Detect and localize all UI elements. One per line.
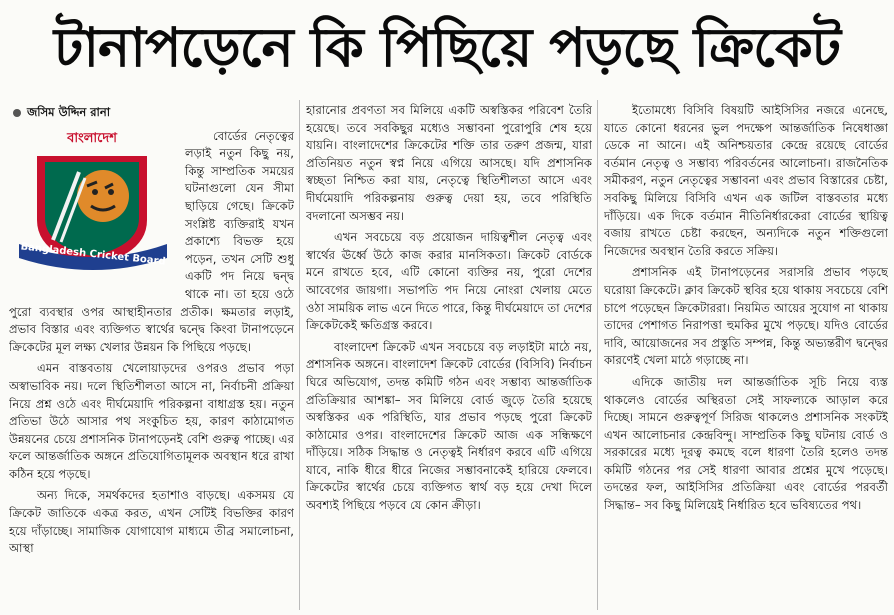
byline-author: জসিম উদ্দিন রানা — [27, 105, 111, 119]
byline — [13, 104, 294, 122]
paragraph: অন্য দিকে, সমর্থকদের হতাশাও বাড়ছে। একসময় যে ক্রিকেট জাতিকে একত্র করত, এখন সেটিই বিভক্তির কারণ হয়ে দাঁড়াচ্ছে। সামাজিক যোগাযোগ মাধ্যমে তীব্র সমালোচনা, আস্থা — [9, 488, 294, 556]
column-rule — [597, 100, 598, 610]
logo-ribbon-text: Bangladesh Cricket Board — [20, 241, 167, 268]
paragraph: এদিকে জাতীয় দল আন্তর্জাতিক সূচি নিয়ে ব্যস্ত থাকলেও বোর্ডের অস্থিরতা সেই সাফল্যকে আড়াল করে দিচ্ছে। সামনে গুরুত্বপূর্ণ সিরিজ থাকলেও প্রশাসনিক সংকটই এখন আলোচনার কেন্দ্রবিন্দু। সাম্প্রতিক কিছু ঘটনায় বোর্ড ও সরকারের মধ্যে দূরত্ব কমছে বলে ধারণা তৈরি হলেও তদন্ত কমিটি গঠনের পর সেই ধারণা আবার প্রশ্নের মুখে পড়েছে। তদন্তের ফল, আইসিসির প্রতিক্রিয়া এবং বোর্ডের পরবর্তী সিদ্ধান্ত– সব কিছু মিলিয়েই নির্ধারিত হবে ভবিষ্যতের পথ। — [604, 374, 888, 513]
headline: টানাপড়েনে কি পিছিয়ে পড়ছে ক্রিকেট — [53, 16, 841, 79]
article-column-1 — [9, 102, 294, 612]
paragraph: বাংলাদেশ ক্রিকেট এখন সবচেয়ে বড় লড়াইটা মাঠে নয়, প্রশাসনিক অঙ্গনে। বাংলাদেশ ক্রিকেট বোর্ডের (বিসিবি) নির্বাচন ঘিরে অভিযোগ, তদন্ত কমিটি গঠন এবং সম্ভাব্য আন্তর্জাতিক প্রতিক্রিয়ার আশঙ্কা– সব মিলিয়ে বোর্ড জুড়ে তৈরি হয়েছে অস্বস্তিকর এক পরিস্থিতি, যার প্রভাব পড়ছে পুরো ক্রিকেট কাঠামোর ওপর। বাংলাদেশের ক্রিকেট আজ এক সন্ধিক্ষণে দাঁড়িয়ে। সঠিক সিদ্ধান্ত ও নেতৃত্বই নির্ধারণ করবে এটি এগিয়ে যাবে, নাকি ধীরে ধীরে নিজের সম্ভাবনাকেই হারিয়ে ফেলবে। ক্রিকেটের স্বার্থের চেয়ে ব্যক্তিগত স্বার্থ বড় হয়ে দেখা দিলে অবশ্যই পিছিয়ে পড়বে যে কোন ক্রীড়া। — [306, 339, 592, 513]
paragraph: এখন সবচেয়ে বড় প্রয়োজন দায়িত্বশীল নেতৃত্ব এবং স্বার্থের ঊর্ধ্বে উঠে কাজ করার মানসিকতা। ক্রিকেট বোর্ডকে মনে রাখতে হবে, এটি কোনো ব্যক্তির নয়, পুরো দেশের আবেগের জায়গা। সভাপতি পদ নিয়ে নোংরা খেলায় মেতে ওঠা সাময়িক লাভ এনে দিতে পারে, কিন্তু দীর্ঘমেয়াদে তা দেশের ক্রিকেটকেই ক্ষতিগ্রস্ত করবে। — [306, 230, 592, 333]
article-column-3 — [604, 102, 888, 612]
bcb-logo — [9, 128, 177, 284]
paragraph: হারানোর প্রবণতা সব মিলিয়ে একটি অস্বস্তিকর পরিবেশ তৈরি হয়েছে। তবে সবকিছুর মধ্যেও সম্ভাবনা পুরোপুরি শেষ হয়ে যায়নি। বাংলাদেশের ক্রিকেটের শক্তি তার তরুণ প্রজন্ম, যারা প্রতিনিয়ত নতুন স্বপ্ন নিয়ে এগিয়ে আসছে। যদি প্রশাসনিক স্বচ্ছতা নিশ্চিত করা যায়, নেতৃত্বে স্থিতিশীলতা আসে এবং দীর্ঘমেয়াদি পরিকল্পনায় গুরুত্ব দেয়া হয়, তবে পরিস্থিতি বদলানো অসম্ভব নয়। — [306, 103, 592, 223]
column-rule — [299, 100, 300, 610]
logo-top-text: বাংলাদেশ — [67, 130, 117, 146]
bullet-icon — [13, 109, 21, 117]
paragraph: এমন বাস্তবতায় খেলোয়াড়দের ওপরও প্রভাব পড়া অস্বাভাবিক নয়। দলে স্থিতিশীলতা আসে না, নির্বাচনী প্রক্রিয়া নিয়ে প্রশ্ন ওঠে এবং দীর্ঘমেয়াদি পরিকল্পনা বাধাগ্রস্ত হয়। নতুন প্রতিভা উঠে আসার পথ সংকুচিত হয়, কারণ কাঠামোগত উন্নয়নের চেয়ে প্রশাসনিক টানাপড়েনই বেশি গুরুত্ব পাচ্ছে। এর ফলে আন্তর্জাতিক অঙ্গনে প্রতিযোগিতামূলক অবস্থান ধরে রাখা কঠিন হয়ে পড়ছে। — [9, 361, 294, 481]
article-column-2 — [306, 102, 592, 612]
paragraph: প্রশাসনিক এই টানাপড়েনের সরাসরি প্রভাব পড়ছে ঘরোয়া ক্রিকেটে। ক্লাব ক্রিকেট স্থবির হয়ে থাকায় সবচেয়ে বেশি চাপে পড়েছেন ক্রিকেটাররা। নিয়মিত আয়ের সুযোগ না থাকায় তাদের পেশাগত নিরাপত্তা হুমকির মুখে পড়ছে। যদিও বোর্ডের দাবি, আয়োজনের সব প্রস্তুতি সম্পন্ন, কিন্তু অভ্যন্তরীণ দ্বন্দ্বের কারণেই খেলা মাঠে গড়াচ্ছে না। — [604, 265, 888, 368]
paragraph: ইতোমধ্যে বিসিবি বিষয়টি আইসিসির নজরে এনেছে, যাতে কোনো ধরনের ভুল পদক্ষেপ আন্তর্জাতিক নিষেধাজ্ঞা ডেকে না আনে। এই অনিশ্চয়তার কেন্দ্রে রয়েছে বোর্ডের বর্তমান নেতৃত্ব ও সম্ভাব্য পরিবর্তনের আলোচনা। রাজনৈতিক সমীকরণ, নতুন নেতৃত্বের সম্ভাবনা এবং প্রভাব বিস্তারের চেষ্টা, সবকিছু মিলিয়ে বিসিবি এখন এক জটিল বাস্তবতার মধ্যে দাঁড়িয়ে। এক দিকে বর্তমান নীতিনির্ধারকেরা বোর্ডের স্থায়িত্ব বজায় রাখতে চেষ্টা করছেন, অন্যদিকে নতুন শক্তিগুলো নিজেদের অবস্থান তৈরি করতে সক্রিয়। — [604, 103, 888, 258]
paragraph: বোর্ডের নেতৃত্বের লড়াই নতুন কিছু নয়, কিন্তু সাম্প্রতিক সময়ের ঘটনাগুলো যেন সীমা ছাড়িয়ে গেছে। ক্রিকেট সংশ্লিষ্ট ব্যক্তিরাই যখন প্রকাশ্যে বিভক্ত হয়ে পড়েন, তখন সেটি শুধু একটি পদ নিয়ে দ্বন্দ্ব থাকে না। তা হয়ে ওঠে পুরো ব্যবস্থার ওপর আস্থাহীনতার প্রতীক। ক্ষমতার লড়াই, প্রভাব বিস্তার এবং ব্যক্তিগত স্বার্থের দ্বন্দ্বে কিংবা টানাপড়েনে ক্রিকেটের মূল লক্ষ্য খেলার উন্নয়ন কি পিছিয়ে পড়ছে। — [9, 128, 294, 354]
